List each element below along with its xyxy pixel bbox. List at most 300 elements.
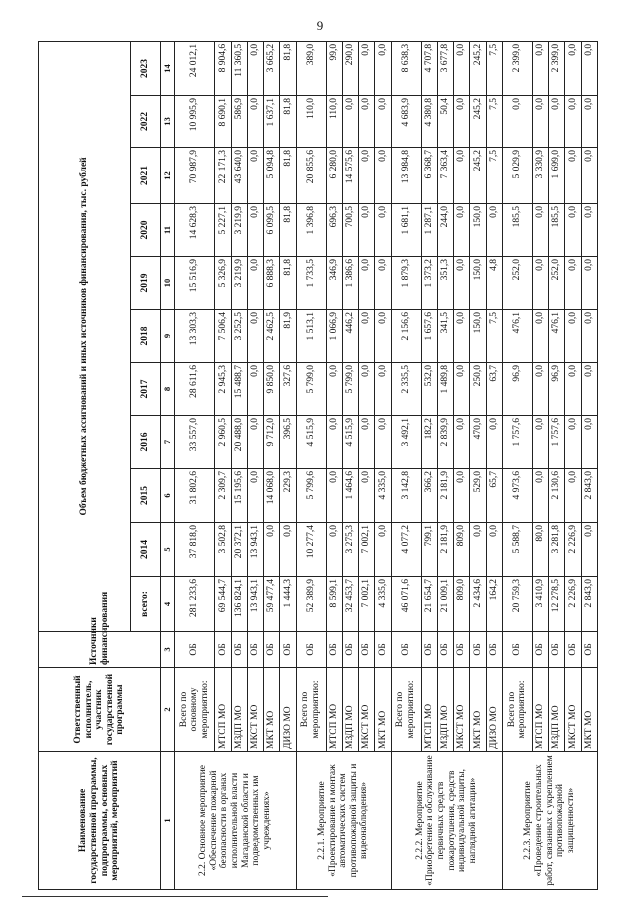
executor-cell: Всего по основному мероприятию: <box>175 668 215 752</box>
value-cell: 70 987,9 <box>175 148 215 204</box>
source-cell: ОБ <box>549 632 565 668</box>
value-cell: 0,0 <box>454 257 470 310</box>
value-cell: 0,0 <box>359 96 375 148</box>
value-cell: 389,0 <box>296 41 326 95</box>
value-cell: 0,0 <box>486 416 502 469</box>
executor-cell: МЗДП МО <box>549 668 565 752</box>
value-cell: 1 681,1 <box>391 204 421 257</box>
value-cell: 1 637,1 <box>264 96 280 148</box>
value-cell: 0,0 <box>247 257 263 310</box>
value-cell: 65,7 <box>486 469 502 523</box>
program-cell: 2.2. Основное мероприятие «Обеспечение пожарной безопасности в органах исполнительной власти Магаданской области и подведомственных им учреждениях» <box>175 752 297 890</box>
source-cell: ОБ <box>391 632 421 668</box>
value-cell: 476,1 <box>549 310 565 363</box>
value-cell: 0,0 <box>359 41 375 95</box>
value-cell: 0,0 <box>247 310 263 363</box>
value-cell: 2 960,5 <box>215 416 231 469</box>
value-cell: 4 515,9 <box>342 416 358 469</box>
value-cell: 809,0 <box>454 523 470 577</box>
value-cell: 250,0 <box>470 363 486 416</box>
value-cell: 31 802,6 <box>175 469 215 523</box>
value-cell: 245,2 <box>470 41 486 95</box>
value-cell: 81,8 <box>280 96 296 148</box>
value-cell: 2 309,7 <box>215 469 231 523</box>
value-cell: 4 515,9 <box>296 416 326 469</box>
value-cell: 63,7 <box>486 363 502 416</box>
executor-cell: МТСП МО <box>326 668 342 752</box>
value-cell: 0,0 <box>359 416 375 469</box>
value-cell: 8 904,6 <box>215 41 231 95</box>
header-year: 2022 <box>131 96 161 148</box>
value-cell: 4 707,8 <box>421 41 437 95</box>
value-cell: 2 839,9 <box>437 416 453 469</box>
source-cell: ОБ <box>502 632 532 668</box>
value-cell: 1 066,9 <box>326 310 342 363</box>
value-cell: 3 330,9 <box>532 148 548 204</box>
value-cell: 0,0 <box>565 469 581 523</box>
value-cell: 0,0 <box>565 96 581 148</box>
value-cell: 529,0 <box>470 469 486 523</box>
value-cell: 4 380,8 <box>421 96 437 148</box>
value-cell: 15 195,6 <box>231 469 247 523</box>
value-cell: 252,0 <box>502 257 532 310</box>
value-cell: 1 396,8 <box>296 204 326 257</box>
value-cell: 0,0 <box>454 310 470 363</box>
value-cell: 7 506,4 <box>215 310 231 363</box>
value-cell: 81,8 <box>280 257 296 310</box>
value-cell: 351,3 <box>437 257 453 310</box>
total-cell: 2 843,0 <box>581 577 597 632</box>
value-cell: 0,0 <box>454 363 470 416</box>
value-cell: 0,0 <box>532 96 548 148</box>
value-cell: 0,0 <box>326 416 342 469</box>
value-cell: 9 712,0 <box>264 416 280 469</box>
value-cell: 0,0 <box>375 148 391 204</box>
value-cell: 2 399,0 <box>549 41 565 95</box>
value-cell: 81,8 <box>280 41 296 95</box>
value-cell: 6 888,3 <box>264 257 280 310</box>
value-cell: 14 068,0 <box>264 469 280 523</box>
total-cell: 281 233,6 <box>175 577 215 632</box>
value-cell: 0,0 <box>470 523 486 577</box>
value-cell: 14 575,6 <box>342 148 358 204</box>
column-number: 3 <box>161 632 175 668</box>
executor-cell: МКТ МО <box>581 668 597 752</box>
source-cell: ОБ <box>280 632 296 668</box>
column-number: 10 <box>161 257 175 310</box>
value-cell: 0,0 <box>486 523 502 577</box>
value-cell: 0,0 <box>326 523 342 577</box>
value-cell: 470,0 <box>470 416 486 469</box>
value-cell: 13 303,3 <box>175 310 215 363</box>
value-cell: 4 077,2 <box>391 523 421 577</box>
value-cell: 110,0 <box>326 96 342 148</box>
value-cell: 1 657,6 <box>421 310 437 363</box>
source-cell: ОБ <box>565 632 581 668</box>
value-cell: 0,0 <box>454 41 470 95</box>
source-cell: ОБ <box>581 632 597 668</box>
value-cell: 532,0 <box>421 363 437 416</box>
value-cell: 1 757,6 <box>549 416 565 469</box>
source-cell: ОБ <box>247 632 263 668</box>
header-year: 2019 <box>131 257 161 310</box>
value-cell: 0,0 <box>375 416 391 469</box>
total-cell: 32 453,7 <box>342 577 358 632</box>
value-cell: 7,5 <box>486 148 502 204</box>
value-cell: 0,0 <box>565 416 581 469</box>
value-cell: 290,0 <box>342 41 358 95</box>
table-row-total <box>502 41 532 889</box>
value-cell: 110,0 <box>296 96 326 148</box>
value-cell: 3 275,3 <box>342 523 358 577</box>
value-cell: 0,0 <box>454 148 470 204</box>
value-cell: 5 029,9 <box>502 148 532 204</box>
value-cell: 799,1 <box>421 523 437 577</box>
value-cell: 0,0 <box>581 96 597 148</box>
column-numbers-row <box>161 41 175 889</box>
executor-cell: МКТ МО <box>375 668 391 752</box>
total-cell: 13 943,1 <box>247 577 263 632</box>
value-cell: 0,0 <box>359 469 375 523</box>
value-cell: 0,0 <box>247 363 263 416</box>
source-cell: ОБ <box>342 632 358 668</box>
total-cell: 164,2 <box>486 577 502 632</box>
value-cell: 24 012,1 <box>175 41 215 95</box>
value-cell: 5 094,8 <box>264 148 280 204</box>
value-cell: 0,0 <box>375 523 391 577</box>
value-cell: 5 799,0 <box>296 363 326 416</box>
program-cell: 2.2.2. Мероприятие «Приобретение и обслуживание первичных средств пожаротушения, средств индивидуальной защиты, наглядной агитации» <box>391 752 502 890</box>
total-cell: 46 071,6 <box>391 577 421 632</box>
header-year: 2018 <box>131 310 161 363</box>
value-cell: 2 226,9 <box>565 523 581 577</box>
value-cell: 8 690,1 <box>215 96 231 148</box>
value-cell: 0,0 <box>326 363 342 416</box>
value-cell: 3 219,9 <box>231 257 247 310</box>
column-number: 6 <box>161 469 175 523</box>
value-cell: 10 995,9 <box>175 96 215 148</box>
value-cell: 0,0 <box>247 41 263 95</box>
executor-cell: ДИЗО МО <box>280 668 296 752</box>
value-cell: 80,0 <box>532 523 548 577</box>
column-number: 9 <box>161 310 175 363</box>
total-cell: 8 599,1 <box>326 577 342 632</box>
column-number: 12 <box>161 148 175 204</box>
value-cell: 0,0 <box>326 469 342 523</box>
value-cell: 0,0 <box>454 416 470 469</box>
value-cell: 245,2 <box>470 148 486 204</box>
value-cell: 586,9 <box>231 96 247 148</box>
value-cell: 7 363,4 <box>437 148 453 204</box>
value-cell: 20 488,0 <box>231 416 247 469</box>
value-cell: 0,0 <box>581 204 597 257</box>
value-cell: 396,5 <box>280 416 296 469</box>
source-cell: ОБ <box>532 632 548 668</box>
value-cell: 5 799,0 <box>342 363 358 416</box>
value-cell: 28 611,6 <box>175 363 215 416</box>
source-cell: ОБ <box>486 632 502 668</box>
value-cell: 6 280,0 <box>326 148 342 204</box>
value-cell: 0,0 <box>549 96 565 148</box>
value-cell: 0,0 <box>454 96 470 148</box>
value-cell: 96,9 <box>502 363 532 416</box>
value-cell: 1 287,1 <box>421 204 437 257</box>
executor-cell: Всего по мероприятию: <box>502 668 532 752</box>
value-cell: 182,2 <box>421 416 437 469</box>
value-cell: 5 799,6 <box>296 469 326 523</box>
value-cell: 0,0 <box>532 204 548 257</box>
header-year: 2023 <box>131 41 161 95</box>
column-number: 5 <box>161 523 175 577</box>
total-cell: 809,0 <box>454 577 470 632</box>
value-cell: 0,0 <box>532 257 548 310</box>
rotated-page-content <box>38 42 598 890</box>
value-cell: 1 489,8 <box>437 363 453 416</box>
value-cell: 9 850,0 <box>264 363 280 416</box>
executor-cell: МТСП МО <box>215 668 231 752</box>
column-number: 7 <box>161 416 175 469</box>
source-cell: ОБ <box>470 632 486 668</box>
header-year: 2017 <box>131 363 161 416</box>
executor-cell: ДИЗО МО <box>486 668 502 752</box>
value-cell: 150,0 <box>470 310 486 363</box>
value-cell: 0,0 <box>565 310 581 363</box>
table-row-total <box>391 41 421 889</box>
header-year: 2014 <box>131 523 161 577</box>
value-cell: 1 373,2 <box>421 257 437 310</box>
value-cell: 0,0 <box>565 363 581 416</box>
value-cell: 0,0 <box>280 523 296 577</box>
value-cell: 366,2 <box>421 469 437 523</box>
value-cell: 0,0 <box>375 204 391 257</box>
value-cell: 0,0 <box>581 416 597 469</box>
value-cell: 0,0 <box>532 41 548 95</box>
value-cell: 50,4 <box>437 96 453 148</box>
source-cell: ОБ <box>215 632 231 668</box>
source-cell: ОБ <box>175 632 215 668</box>
value-cell: 14 628,3 <box>175 204 215 257</box>
value-cell: 2 399,0 <box>502 41 532 95</box>
value-cell: 3 281,8 <box>549 523 565 577</box>
program-cell: 2.2.1. Мероприятие «Проектирование и монтаж автоматических систем противопожарной защиты и видеонаблюдения» <box>296 752 391 890</box>
value-cell: 2 462,5 <box>264 310 280 363</box>
executor-cell: МТСП МО <box>532 668 548 752</box>
value-cell: 0,0 <box>375 363 391 416</box>
total-cell: 2 434,6 <box>470 577 486 632</box>
value-cell: 43 640,0 <box>231 148 247 204</box>
source-cell: ОБ <box>359 632 375 668</box>
value-cell: 20 855,6 <box>296 148 326 204</box>
executor-cell: МЗДП МО <box>231 668 247 752</box>
executor-cell: МКСТ МО <box>565 668 581 752</box>
header-year: 2021 <box>131 148 161 204</box>
value-cell: 81,8 <box>280 204 296 257</box>
value-cell: 8 638,3 <box>391 41 421 95</box>
value-cell: 3 502,8 <box>215 523 231 577</box>
header-year: 2015 <box>131 469 161 523</box>
value-cell: 0,0 <box>247 469 263 523</box>
value-cell: 229,3 <box>280 469 296 523</box>
value-cell: 252,0 <box>549 257 565 310</box>
value-cell: 0,0 <box>359 363 375 416</box>
value-cell: 0,0 <box>581 41 597 95</box>
value-cell: 2 181,9 <box>437 523 453 577</box>
value-cell: 0,0 <box>532 363 548 416</box>
value-cell: 7,5 <box>486 41 502 95</box>
table-row-total <box>175 41 215 889</box>
header-total: всего: <box>131 577 161 632</box>
value-cell: 0,0 <box>375 41 391 95</box>
value-cell: 0,0 <box>565 204 581 257</box>
value-cell: 3 252,5 <box>231 310 247 363</box>
value-cell: 5 227,1 <box>215 204 231 257</box>
value-cell: 81,9 <box>280 310 296 363</box>
value-cell: 0,0 <box>532 416 548 469</box>
value-cell: 2 843,0 <box>581 469 597 523</box>
value-cell: 3 219,9 <box>231 204 247 257</box>
source-cell: ОБ <box>296 632 326 668</box>
column-number: 14 <box>161 41 175 95</box>
value-cell: 37 818,0 <box>175 523 215 577</box>
value-cell: 4 683,9 <box>391 96 421 148</box>
value-cell: 1 464,6 <box>342 469 358 523</box>
column-number: 4 <box>161 577 175 632</box>
total-cell: 1 444,3 <box>280 577 296 632</box>
executor-cell: МТСП МО <box>421 668 437 752</box>
value-cell: 3 492,1 <box>391 416 421 469</box>
total-cell: 3 410,9 <box>532 577 548 632</box>
value-cell: 15 488,7 <box>231 363 247 416</box>
value-cell: 10 277,4 <box>296 523 326 577</box>
value-cell: 0,0 <box>565 257 581 310</box>
executor-cell: МКСТ МО <box>359 668 375 752</box>
header-year: 2020 <box>131 204 161 257</box>
value-cell: 7,5 <box>486 310 502 363</box>
total-cell: 7 002,1 <box>359 577 375 632</box>
value-cell: 11 360,5 <box>231 41 247 95</box>
total-cell: 20 759,3 <box>502 577 532 632</box>
value-cell: 0,0 <box>375 310 391 363</box>
value-cell: 6 099,5 <box>264 204 280 257</box>
value-cell: 3 677,8 <box>437 41 453 95</box>
executor-cell: МКСТ МО <box>454 668 470 752</box>
value-cell: 341,5 <box>437 310 453 363</box>
value-cell: 2 156,6 <box>391 310 421 363</box>
program-cell: 2.2.3. Мероприятие «Проведение строительных работ, связанных с укреплением противопожарной защищенности» <box>502 752 597 890</box>
total-cell: 59 477,4 <box>264 577 280 632</box>
footnote-rule <box>22 896 328 897</box>
value-cell: 476,1 <box>502 310 532 363</box>
value-cell: 1 386,6 <box>342 257 358 310</box>
source-cell: ОБ <box>264 632 280 668</box>
value-cell: 696,3 <box>326 204 342 257</box>
value-cell: 5 588,7 <box>502 523 532 577</box>
value-cell: 0,0 <box>532 310 548 363</box>
value-cell: 15 516,9 <box>175 257 215 310</box>
table-body <box>175 41 598 889</box>
value-cell: 13 943,1 <box>247 523 263 577</box>
value-cell: 150,0 <box>470 204 486 257</box>
value-cell: 346,9 <box>326 257 342 310</box>
value-cell: 7,5 <box>486 96 502 148</box>
value-cell: 0,0 <box>359 148 375 204</box>
value-cell: 1 513,1 <box>296 310 326 363</box>
executor-cell: МКТ МО <box>264 668 280 752</box>
executor-cell: МЗДП МО <box>342 668 358 752</box>
value-cell: 1 699,0 <box>549 148 565 204</box>
value-cell: 4,8 <box>486 257 502 310</box>
value-cell: 245,2 <box>470 96 486 148</box>
value-cell: 0,0 <box>581 310 597 363</box>
table-header <box>39 41 175 889</box>
value-cell: 20 372,1 <box>231 523 247 577</box>
header-funding: Объем бюджетных ассигнований и иных источников финансирования, тыс. рублей <box>39 41 131 631</box>
header-year: 2016 <box>131 416 161 469</box>
header-executor: Ответственный исполнитель, участник государственной программы <box>39 668 161 752</box>
value-cell: 1 757,6 <box>502 416 532 469</box>
total-cell: 136 824,1 <box>231 577 247 632</box>
executor-cell: МКСТ МО <box>247 668 263 752</box>
value-cell: 3 665,2 <box>264 41 280 95</box>
executor-cell: МКТ МО <box>470 668 486 752</box>
executor-cell: Всего по мероприятию: <box>391 668 421 752</box>
total-cell: 52 389,9 <box>296 577 326 632</box>
source-cell: ОБ <box>231 632 247 668</box>
source-cell: ОБ <box>326 632 342 668</box>
source-cell: ОБ <box>421 632 437 668</box>
value-cell: 96,9 <box>549 363 565 416</box>
value-cell: 3 142,8 <box>391 469 421 523</box>
value-cell: 5 326,9 <box>215 257 231 310</box>
value-cell: 4 335,0 <box>375 469 391 523</box>
value-cell: 0,0 <box>454 469 470 523</box>
total-cell: 2 226,9 <box>565 577 581 632</box>
rotated-table-area <box>38 42 598 890</box>
value-cell: 2 335,5 <box>391 363 421 416</box>
value-cell: 0,0 <box>359 204 375 257</box>
total-cell: 12 278,5 <box>549 577 565 632</box>
value-cell: 0,0 <box>342 96 358 148</box>
total-cell: 4 335,0 <box>375 577 391 632</box>
executor-cell: Всего по мероприятию: <box>296 668 326 752</box>
value-cell: 0,0 <box>247 96 263 148</box>
value-cell: 244,0 <box>437 204 453 257</box>
funding-table <box>38 41 598 890</box>
value-cell: 0,0 <box>359 310 375 363</box>
value-cell: 33 557,0 <box>175 416 215 469</box>
source-cell: ОБ <box>375 632 391 668</box>
column-number: 1 <box>161 752 175 890</box>
value-cell: 327,6 <box>280 363 296 416</box>
value-cell: 185,5 <box>549 204 565 257</box>
total-cell: 21 009,1 <box>437 577 453 632</box>
value-cell: 185,5 <box>502 204 532 257</box>
table-row-total <box>296 41 326 889</box>
value-cell: 81,8 <box>280 148 296 204</box>
value-cell: 0,0 <box>581 363 597 416</box>
value-cell: 1 733,5 <box>296 257 326 310</box>
value-cell: 0,0 <box>247 204 263 257</box>
total-cell: 21 654,7 <box>421 577 437 632</box>
value-cell: 1 879,3 <box>391 257 421 310</box>
column-number: 2 <box>161 668 175 752</box>
value-cell: 22 171,3 <box>215 148 231 204</box>
value-cell: 6 368,7 <box>421 148 437 204</box>
value-cell: 0,0 <box>247 416 263 469</box>
value-cell: 0,0 <box>375 257 391 310</box>
value-cell: 13 984,8 <box>391 148 421 204</box>
source-cell: ОБ <box>437 632 453 668</box>
